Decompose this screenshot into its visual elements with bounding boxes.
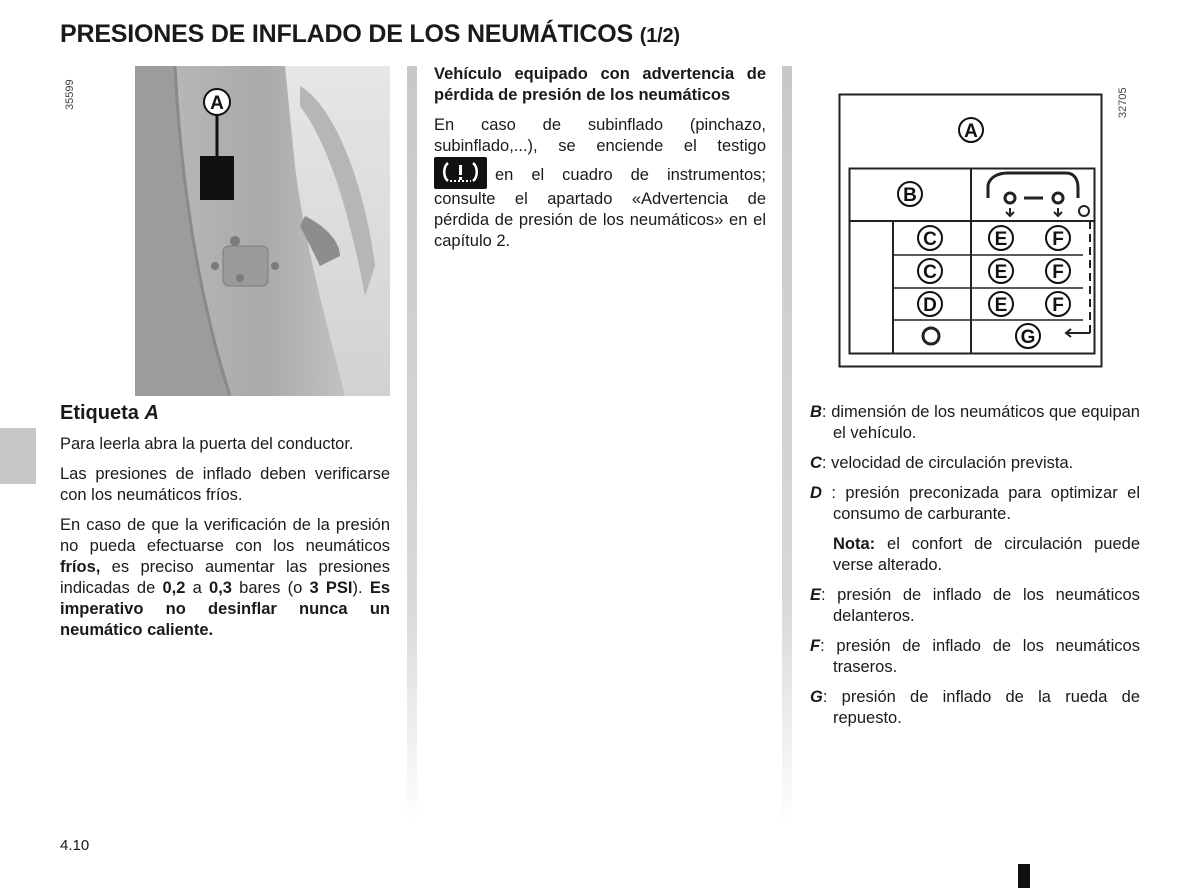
legend-item: B: dimensión de los neumáticos que equipan el vehículo. — [810, 403, 1140, 442]
paragraph: En caso de que la verificación de la presión no pueda efectuarse con los neumáticos fríos, es preciso aumentar las presiones indicadas de 0,2 a 0,3 bares (o 3 PSI). Es imperativo no desinflar nunca un neumático caliente. — [60, 516, 390, 639]
callout-f-3: F — [1052, 295, 1064, 316]
heading-letter: A — [144, 402, 159, 424]
callout-a-right: A — [964, 121, 978, 142]
callout-f-1: F — [1052, 229, 1064, 250]
callout-a-left: A — [210, 93, 224, 114]
callout-e-2: E — [994, 262, 1008, 283]
paragraph: Para leerla abra la puerta del conductor. — [60, 435, 354, 453]
label-sticker — [200, 156, 234, 200]
legend-item: G: presión de inflado de la rueda de repuesto. — [810, 688, 1140, 727]
callout-d: D — [923, 295, 937, 316]
figure-code-left: 35599 — [64, 79, 76, 110]
legend-item: D : presión preconizada para optimizar el consumo de carburante. — [810, 484, 1140, 523]
legend-item: F: presión de inflado de los neumáticos traseros. — [810, 637, 1140, 676]
title-text: PRESIONES DE INFLADO DE LOS NEUMÁTICOS — [60, 20, 634, 48]
section-heading — [60, 402, 159, 425]
callout-b: B — [903, 185, 917, 206]
heading-text: Etiqueta — [60, 402, 139, 424]
paragraph: En caso de subinflado (pinchazo, subinflado,...), se enciende el testigo en el cuadro de instrumentos; consulte el apartado «Advertencia de pérdida de presión de los neumáticos» en el capítulo 2. — [434, 116, 766, 250]
door-photo — [135, 66, 390, 396]
corner-mark — [1018, 864, 1030, 888]
page-title — [60, 20, 680, 49]
legend-note: Nota: el confort de circulación puede verse alterado. — [833, 535, 1140, 574]
callout-e-1: E — [994, 229, 1008, 250]
legend-list — [810, 402, 1140, 738]
callout-c-2: C — [923, 262, 937, 283]
callout-g: G — [1020, 327, 1036, 348]
label-diagram — [838, 93, 1104, 369]
legend-item: E: presión de inflado de los neumáticos delanteros. — [810, 586, 1140, 625]
figure-code-right: 32705 — [1117, 87, 1129, 118]
subsection-heading: Vehículo equipado con advertencia de pérdida de presión de los neumáticos — [434, 65, 766, 104]
page-number: 4.10 — [60, 837, 90, 854]
title-part: (1/2) — [639, 25, 680, 47]
column-divider — [782, 66, 792, 826]
callout-e-3: E — [994, 295, 1008, 316]
tyre-pressure-warning-icon — [434, 157, 487, 189]
callout-f-2: F — [1052, 262, 1064, 283]
legend-item: C: velocidad de circulación prevista. — [810, 454, 1074, 472]
callout-c-1: C — [923, 229, 937, 250]
paragraph: Las presiones de inflado deben verificarse con los neumáticos fríos. — [60, 465, 390, 504]
column-divider — [407, 66, 417, 826]
chapter-tab — [0, 428, 36, 484]
middle-column — [434, 64, 766, 261]
left-column — [60, 434, 390, 650]
